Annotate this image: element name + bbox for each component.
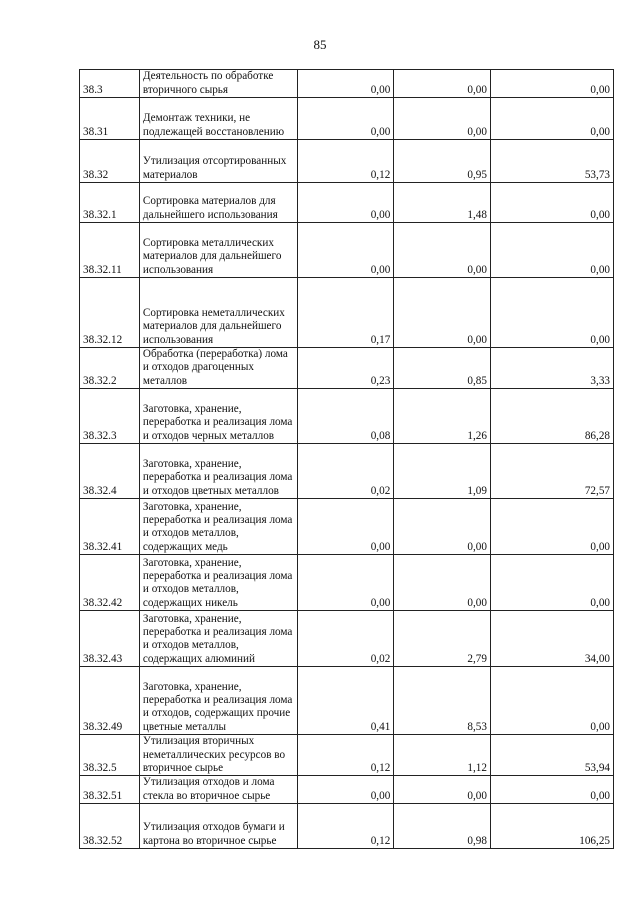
- value-cell-2: 2,79: [394, 611, 491, 667]
- table-row: [80, 223, 614, 278]
- value-cell-1: 0,00: [297, 223, 394, 278]
- value-cell-2: 0,00: [394, 70, 491, 98]
- value-cell-3: 3,33: [490, 348, 613, 389]
- value-cell-3: 34,00: [490, 611, 613, 667]
- code-cell: 38.32.41: [80, 499, 140, 555]
- value-cell-3: 0,00: [490, 499, 613, 555]
- name-cell: Утилизация отходов и лома стекла во вторичное сырье: [139, 776, 297, 804]
- table-body: [80, 70, 614, 849]
- name-cell: Заготовка, хранение, переработка и реализация лома и отходов металлов, содержащих алюминий: [139, 611, 297, 667]
- value-cell-1: 0,00: [297, 183, 394, 223]
- code-cell: 38.32.2: [80, 348, 140, 389]
- value-cell-2: 0,00: [394, 98, 491, 140]
- table-row: [80, 611, 614, 667]
- table-row: [80, 667, 614, 735]
- value-cell-1: 0,02: [297, 611, 394, 667]
- table-row: [80, 140, 614, 183]
- code-cell: 38.32.42: [80, 555, 140, 611]
- name-cell: Утилизация вторичных неметаллических ресурсов во вторичное сырье: [139, 735, 297, 776]
- value-cell-1: 0,02: [297, 444, 394, 499]
- value-cell-3: 0,00: [490, 183, 613, 223]
- table-row: [80, 98, 614, 140]
- value-cell-1: 0,00: [297, 70, 394, 98]
- value-cell-1: 0,41: [297, 667, 394, 735]
- value-cell-2: 1,48: [394, 183, 491, 223]
- value-cell-3: 106,25: [490, 804, 613, 849]
- value-cell-2: 0,95: [394, 140, 491, 183]
- table-row: [80, 348, 614, 389]
- code-cell: 38.32.12: [80, 278, 140, 348]
- code-cell: 38.32.43: [80, 611, 140, 667]
- value-cell-3: 86,28: [490, 389, 613, 444]
- name-cell: Заготовка, хранение, переработка и реализация лома и отходов металлов, содержащих медь: [139, 499, 297, 555]
- table-row: [80, 499, 614, 555]
- value-cell-1: 0,00: [297, 499, 394, 555]
- value-cell-3: 0,00: [490, 98, 613, 140]
- table-row: [80, 278, 614, 348]
- table-row: [80, 444, 614, 499]
- value-cell-2: 0,00: [394, 776, 491, 804]
- value-cell-2: 0,00: [394, 499, 491, 555]
- value-cell-3: 72,57: [490, 444, 613, 499]
- value-cell-1: 0,00: [297, 776, 394, 804]
- value-cell-1: 0,23: [297, 348, 394, 389]
- name-cell: Заготовка, хранение, переработка и реализация лома и отходов металлов, содержащих никель: [139, 555, 297, 611]
- value-cell-3: 0,00: [490, 555, 613, 611]
- value-cell-1: 0,12: [297, 140, 394, 183]
- value-cell-2: 0,00: [394, 555, 491, 611]
- table-row: [80, 555, 614, 611]
- value-cell-1: 0,00: [297, 555, 394, 611]
- value-cell-2: 1,26: [394, 389, 491, 444]
- name-cell: Демонтаж техники, не подлежащей восстановлению: [139, 98, 297, 140]
- value-cell-3: 0,00: [490, 776, 613, 804]
- value-cell-3: 0,00: [490, 223, 613, 278]
- value-cell-3: 0,00: [490, 278, 613, 348]
- code-cell: 38.31: [80, 98, 140, 140]
- name-cell: Деятельность по обработке вторичного сырья: [139, 70, 297, 98]
- table-row: [80, 735, 614, 776]
- value-cell-1: 0,00: [297, 98, 394, 140]
- code-cell: 38.32.4: [80, 444, 140, 499]
- code-cell: 38.32.52: [80, 804, 140, 849]
- value-cell-1: 0,17: [297, 278, 394, 348]
- name-cell: Обработка (переработка) лома и отходов драгоценных металлов: [139, 348, 297, 389]
- name-cell: Сортировка металлических материалов для дальнейшего использования: [139, 223, 297, 278]
- code-cell: 38.3: [80, 70, 140, 98]
- name-cell: Сортировка материалов для дальнейшего использования: [139, 183, 297, 223]
- page-number: 85: [313, 37, 327, 52]
- table-row: [80, 804, 614, 849]
- value-cell-3: 0,00: [490, 70, 613, 98]
- code-cell: 38.32: [80, 140, 140, 183]
- name-cell: Заготовка, хранение, переработка и реализация лома и отходов, содержащих прочие цветные металлы: [139, 667, 297, 735]
- code-cell: 38.32.5: [80, 735, 140, 776]
- name-cell: Заготовка, хранение, переработка и реализация лома и отходов цветных металлов: [139, 444, 297, 499]
- value-cell-1: 0,12: [297, 735, 394, 776]
- value-cell-2: 8,53: [394, 667, 491, 735]
- table-row: [80, 389, 614, 444]
- value-cell-3: 53,94: [490, 735, 613, 776]
- name-cell: Заготовка, хранение, переработка и реализация лома и отходов черных металлов: [139, 389, 297, 444]
- table-row: [80, 183, 614, 223]
- value-cell-2: 0,00: [394, 278, 491, 348]
- value-cell-2: 1,12: [394, 735, 491, 776]
- code-cell: 38.32.51: [80, 776, 140, 804]
- table-row: [80, 70, 614, 98]
- name-cell: Утилизация отходов бумаги и картона во вторичное сырье: [139, 804, 297, 849]
- name-cell: Сортировка неметаллических материалов для дальнейшего использования: [139, 278, 297, 348]
- value-cell-1: 0,08: [297, 389, 394, 444]
- value-cell-1: 0,12: [297, 804, 394, 849]
- code-cell: 38.32.11: [80, 223, 140, 278]
- name-cell: Утилизация отсортированных материалов: [139, 140, 297, 183]
- value-cell-2: 0,85: [394, 348, 491, 389]
- value-cell-2: 0,00: [394, 223, 491, 278]
- value-cell-2: 0,98: [394, 804, 491, 849]
- table-row: [80, 776, 614, 804]
- code-cell: 38.32.1: [80, 183, 140, 223]
- value-cell-2: 1,09: [394, 444, 491, 499]
- data-table: [79, 69, 614, 849]
- code-cell: 38.32.3: [80, 389, 140, 444]
- value-cell-3: 0,00: [490, 667, 613, 735]
- value-cell-3: 53,73: [490, 140, 613, 183]
- code-cell: 38.32.49: [80, 667, 140, 735]
